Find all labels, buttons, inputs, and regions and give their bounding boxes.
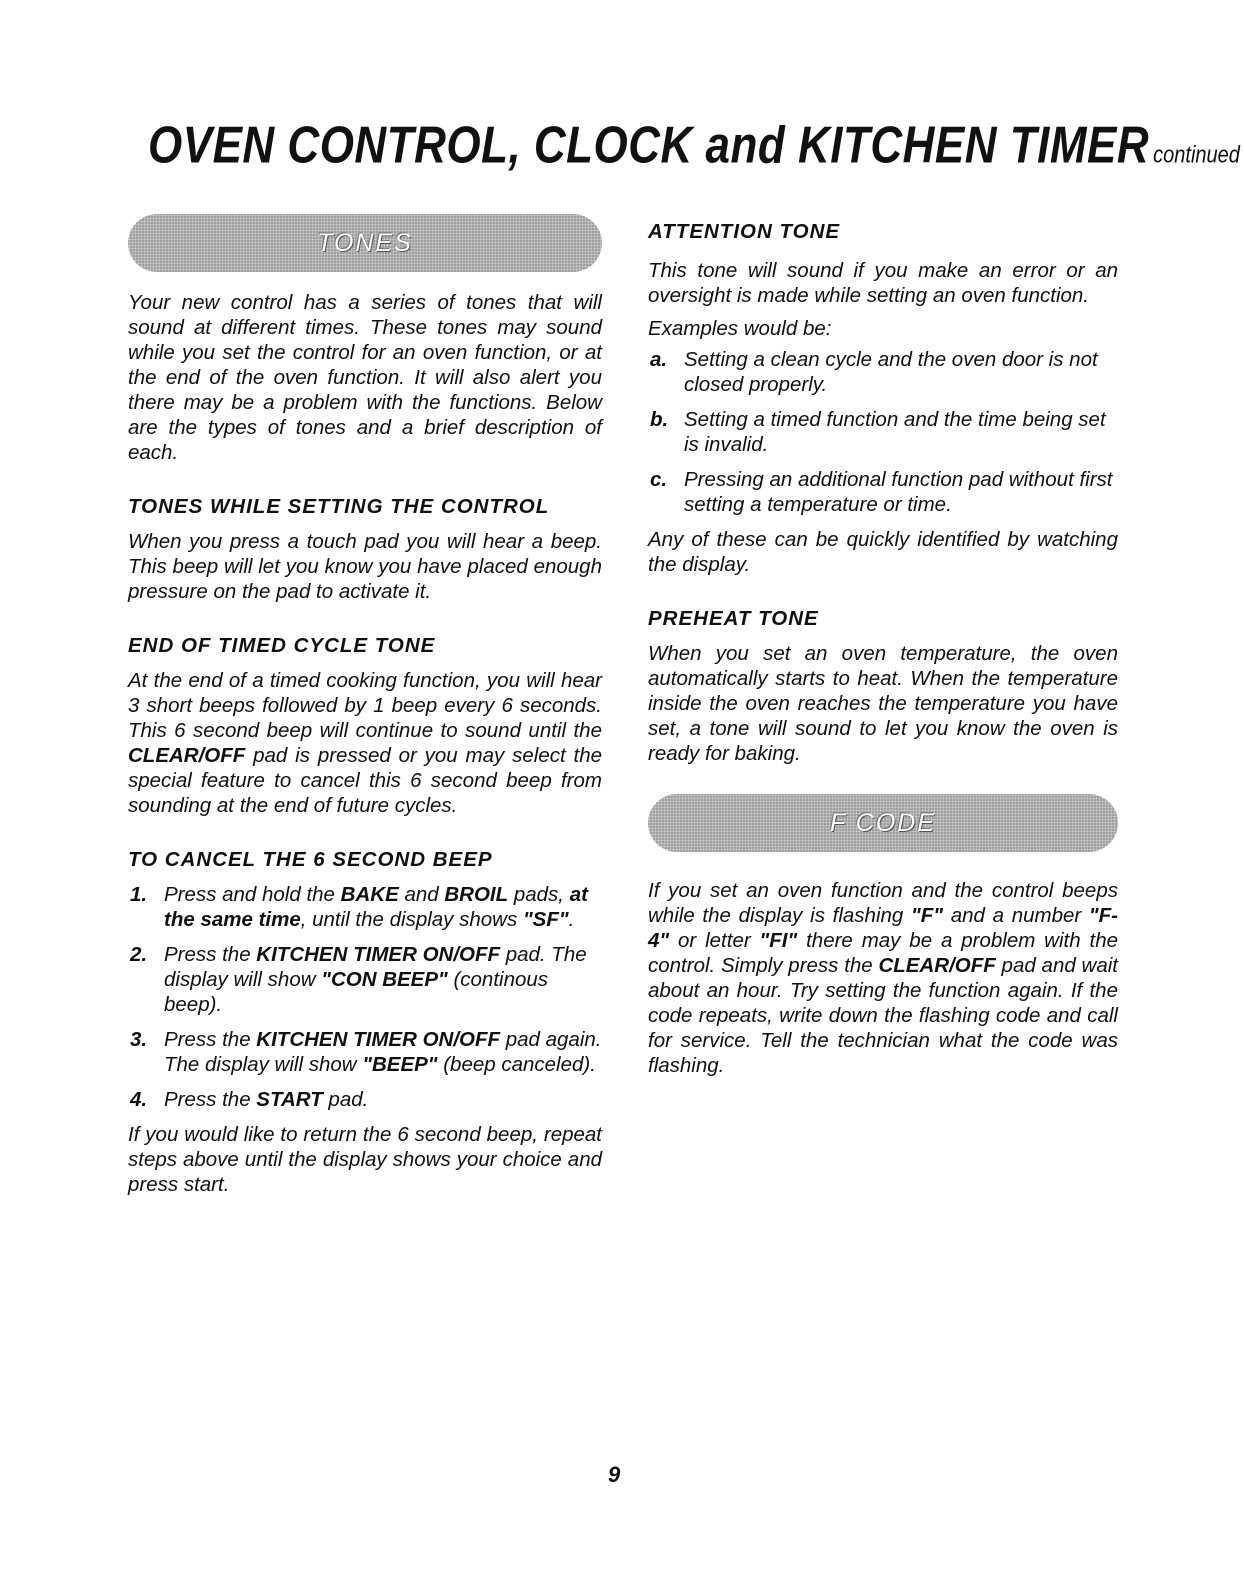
list-item: b. Setting a timed function and the time being set is invalid. xyxy=(650,408,1106,456)
tones-banner xyxy=(128,214,602,272)
attention-closing: Any of these can be quickly identified by watching the display. xyxy=(648,528,1118,576)
section-heading-end-cycle: END OF TIMED CYCLE TONE xyxy=(128,634,436,657)
end-cycle-text: At the end of a timed cooking function, you will hear 3 short beeps followed by 1 beep every 6 seconds. This 6 second beep will continue to sound until the CLEAR/OFF pad is pressed or you may select the special feature to cancel this 6 second beep from sounding at the end of future cycles. xyxy=(128,669,602,817)
title-main: OVEN CONTROL, CLOCK and KITCHEN TIMER xyxy=(148,116,1150,175)
list-item: 4. Press the START pad. xyxy=(130,1088,369,1111)
preheat-text: When you set an oven temperature, the oven automatically starts to heat. When the temperature inside the oven reaches the temperature you have set, a tone will sound to let you know the oven is ready for baking. xyxy=(648,642,1118,765)
tones-intro: Your new control has a series of tones that will sound at different times. These tones may sound while you set the control for an oven function, or at the end of the oven function. It will also alert you there may be a problem with the functions. Below are the types of tones and a brief description of each. xyxy=(128,291,602,464)
tones-banner-label: TONES xyxy=(317,228,413,257)
section-heading-preheat: PREHEAT TONE xyxy=(648,607,819,630)
section-heading-attention: ATTENTION TONE xyxy=(648,220,841,243)
list-item: 2. Press the KITCHEN TIMER ON/OFF pad. The display will show "CON BEEP" (continous beep). xyxy=(130,943,587,1016)
list-item: 1. Press and hold the BAKE and BROIL pads, at the same time, until the display shows "SF". xyxy=(130,883,588,931)
attention-text: This tone will sound if you make an error or an oversight is made while setting an oven function. xyxy=(648,259,1118,307)
list-item: a. Setting a clean cycle and the oven door is not closed properly. xyxy=(650,348,1098,396)
fcode-banner-label: F CODE xyxy=(830,808,936,837)
attention-examples-list xyxy=(648,347,1118,517)
left-column xyxy=(128,214,602,1197)
cancel-closing: If you would like to return the 6 second beep, repeat steps above until the display shows your choice and press start. xyxy=(128,1123,602,1196)
fcode-text: If you set an oven function and the control beeps while the display is flashing "F" and a number "F-4" or letter "FI" there may be a problem with the control. Simply press the CLEAR/OFF pad and wait about an hour. Try setting the function again. If the code repeats, write down the flashing code and call for service. Tell the technician what the code was flashing. xyxy=(648,879,1118,1077)
list-item: c. Pressing an additional function pad without first setting a temperature or time. xyxy=(650,468,1113,516)
title-continued: continued xyxy=(1153,142,1240,169)
examples-label: Examples would be: xyxy=(648,317,832,340)
fcode-banner xyxy=(648,794,1118,852)
page-number: 9 xyxy=(608,1462,621,1487)
setting-text: When you press a touch pad you will hear a beep. This beep will let you know you have placed enough pressure on the pad to activate it. xyxy=(128,530,602,603)
right-column xyxy=(648,214,1118,1078)
list-item: 3. Press the KITCHEN TIMER ON/OFF pad again. The display will show "BEEP" (beep canceled). xyxy=(130,1028,602,1076)
page-title xyxy=(148,116,1240,175)
section-heading-cancel: TO CANCEL THE 6 SECOND BEEP xyxy=(128,848,493,871)
cancel-steps-list xyxy=(128,882,602,1112)
section-heading-setting: TONES WHILE SETTING THE CONTROL xyxy=(128,495,550,518)
